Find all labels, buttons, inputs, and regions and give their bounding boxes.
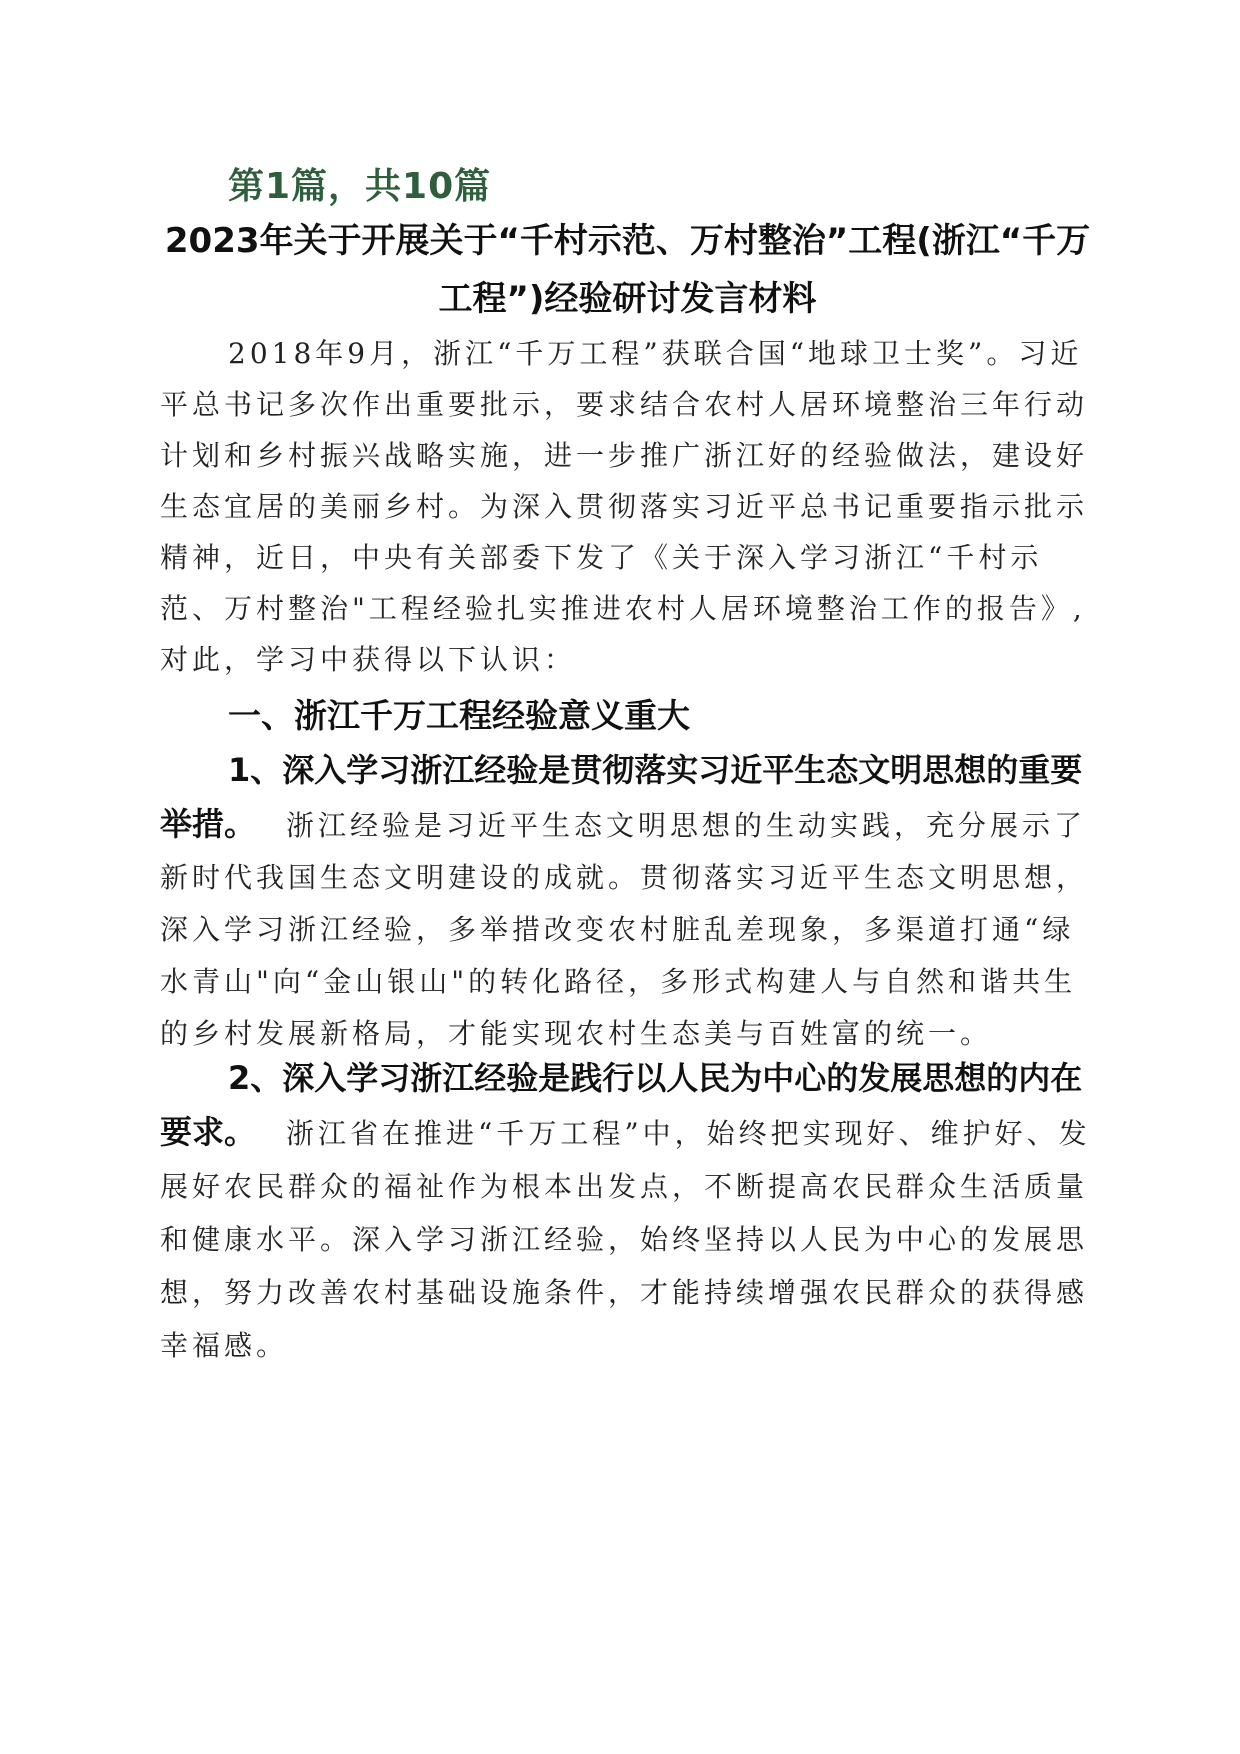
document-title: 2023年关于开展关于“千村示范、万村整治”工程(浙江“千万工程”)经验研讨发言材料 [164,221,1091,319]
subpoint-1-lead: 1、深入学习浙江经验是贯彻落实习近平生态文明思想的重要举措。 [160,751,1083,843]
subpoint-2-paragraph [160,1052,1100,1372]
subpoint-2-text: 浙江省在推进“千万工程”中，始终把实现好、维护好、发展好农民群众的福祉作为根本出发点，不断提高农民群众生活质量和健康水平。深入学习浙江经验，始终坚持以人民为中心的发展思想，努力改善农村基础设施条件，才能持续增强农民群众的获得感幸福感。 [160,1117,1091,1362]
intro-paragraph: 2018年9月，浙江“千万工程”获联合国“地球卫士奖”。习近平总书记多次作出重要批示，要求结合农村人居环境整治三年行动计划和乡村振兴战略实施，进一步推广浙江好的经验做法，建设好生态宜居的美丽乡村。为深入贯彻落实习近平总书记重要指示批示精神，近日，中央有关部委下发了《关于深入学习浙江“千村示范、万村整治"工程经验扎实推进农村人居环境整治工作的报告》,对此，学习中获得以下认识： [160,337,1089,676]
section-heading: 一、浙江千万工程经验意义重大 [228,696,690,735]
subpoint-2-lead: 2、深入学习浙江经验是践行以人民为中心的发展思想的内在要求。 [160,1059,1083,1151]
series-label: 第1篇，共10篇 [228,166,492,207]
subpoint-1-paragraph [160,744,1100,1060]
subpoint-1-text: 浙江经验是习近平生态文明思想的生动实践，充分展示了新时代我国生态文明建设的成就。贯彻落实习近平生态文明思想，深入学习浙江经验，多举措改变农村脏乱差现象，多渠道打通“绿水青山"向“金山银山"的转化路径，多形式构建人与自然和谐共生的乡村发展新格局，才能实现农村生态美与百姓富的统一。 [160,809,1089,1050]
